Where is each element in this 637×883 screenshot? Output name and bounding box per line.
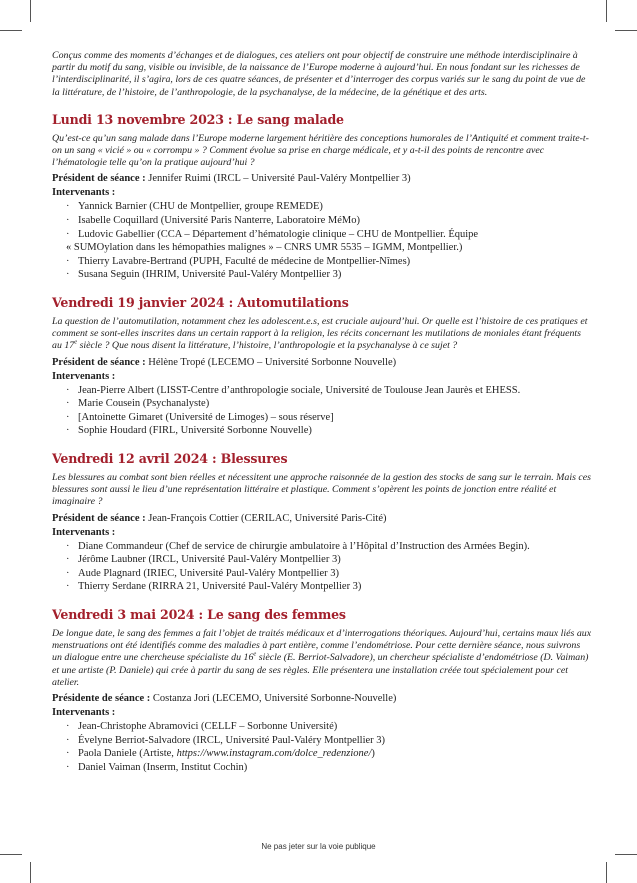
speaker-item: · Yannick Barnier (CHU de Montpellier, groupe REMEDE) <box>66 200 592 214</box>
speakers-list <box>52 540 592 594</box>
intro-paragraph: Conçus comme des moments d’échanges et de dialogues, ces ateliers ont pour objectif de construire une méthode interdisciplinaire à partir du motif du sang, visible ou invisible, de la naissance de l’Europe moderne à aujourd’hui. En nous fondant sur les richesses de l’interdisciplinarité, il s’agira, lors de ces quatre séances, de présenter et d’interroger des corpus variés sur le sang du point de vue de la littérature, de l’histoire, de l’anthropologie, de la psychanalyse, de la médecine, de la génétique et des arts. <box>52 50 586 98</box>
speaker-item: · Jean-Christophe Abramovici (CELLF – Sorbonne Université) <box>66 720 592 734</box>
session-description: La question de l’automutilation, notamment chez les adolescent.e.s, est cruciale aujourd’hui. Or quelle est l’histoire de ces pratiques et comment se sont-elles inscrites dans un certain rapport à la religion, les récits concernant les mutilations de moniales étant fréquents au 17e siècle ? Que nous disent la littérature, l’histoire, l’anthropologie et la psychanalyse à ce sujet ? <box>52 315 588 352</box>
session-title: Vendredi 3 mai 2024 : Le sang des femmes <box>52 606 346 622</box>
session-description: Les blessures au combat sont bien réelles et nécessitent une approche raisonnée de la gestion des stocks de sang sur le terrain. Mais ces blessures sont aussi le lieu d’une représentation littéraire et plastique. Comment s’opèrent les points de jonction entre réalité et imaginaire ? <box>52 471 592 508</box>
speakers-list <box>52 384 592 438</box>
speaker-item: · Diane Commandeur (Chef de service de chirurgie ambulatoire à l’Hôpital d’Instruction des Armées Begin). <box>66 540 592 554</box>
chair-label: Présidente de séance : <box>52 692 151 704</box>
crop-mark <box>615 30 637 31</box>
session-description: De longue date, le sang des femmes a fait l’objet de traités médicaux et d’interrogations théoriques. Aujourd’hui, certains maux liés aux menstruations ont été identifiés comme des maladies à part entière, comme l’endométriose. Pour cette dernière séance, nous suivrons un dialogue entre une chercheuse spécialiste du 16e siècle (E. Berriot-Salvadore), un chercheur spécialiste d’endométriose (D. Vaiman) et une artiste (P. Daniele) qui crée à partir du sang de ses règles. Elle présentera une installation créée tout spécialement pour cet atelier. <box>52 627 592 688</box>
speakers-list <box>52 200 592 282</box>
speaker-item: · Ludovic Gabellier (CCA – Département d’hématologie clinique – CHU de Montpellier. Équipe <box>66 228 592 242</box>
session-1 <box>52 112 592 282</box>
speaker-item: · Thierry Lavabre-Bertrand (PUPH, Faculté de médecine de Montpellier-Nîmes) <box>66 255 592 269</box>
speakers-label: Intervenants : <box>52 706 116 718</box>
crop-mark <box>606 0 607 22</box>
speaker-item-continuation: · « SUMOylation dans les hémopathies malignes » – CNRS UMR 5535 – IGMM, Montpellier.) <box>66 241 592 255</box>
crop-mark <box>30 0 31 22</box>
session-title: Lundi 13 novembre 2023 : Le sang malade <box>52 111 344 127</box>
chair-name: Jean-François Cottier (CERILAC, Université Paris-Cité) <box>148 512 387 524</box>
session-title: Vendredi 12 avril 2024 : Blessures <box>52 450 288 466</box>
footer-note: Ne pas jeter sur la voie publique <box>261 842 376 851</box>
speaker-item: · Susana Seguin (IHRIM, Université Paul-Valéry Montpellier 3) <box>66 268 592 282</box>
speaker-item: · Thierry Serdane (RIRRA 21, Université Paul-Valéry Montpellier 3) <box>66 580 592 594</box>
speaker-item: · Paola Daniele (Artiste, https://www.instagram.com/dolce_redenzione/) <box>66 747 592 761</box>
session-chair <box>52 356 592 369</box>
session-chair <box>52 692 592 705</box>
speaker-item: · Aude Plagnard (IRIEC, Université Paul-Valéry Montpellier 3) <box>66 567 592 581</box>
crop-mark <box>606 862 607 883</box>
crop-mark <box>0 854 22 855</box>
session-description: Qu’est-ce qu’un sang malade dans l’Europe moderne largement héritière des conceptions humorales de l’Antiquité et comment traite-t-on un sang « vicié » ou « corrompu » ? Comment évolue sa prise en charge médicale, et y a-t-il des points de rencontre avec l’hématologie telle qu’on la pratique aujourd’hui ? <box>52 132 589 169</box>
speakers-label: Intervenants : <box>52 187 116 199</box>
crop-mark <box>0 30 22 31</box>
speakers-label: Intervenants : <box>52 370 116 382</box>
speaker-item: · Daniel Vaiman (Inserm, Institut Cochin) <box>66 761 592 775</box>
speaker-item: · [Antoinette Gimaret (Université de Limoges) – sous réserve] <box>66 411 592 425</box>
crop-mark <box>30 862 31 883</box>
session-chair <box>52 512 592 525</box>
speaker-item: · Sophie Houdard (FIRL, Université Sorbonne Nouvelle) <box>66 424 592 438</box>
speakers-label: Intervenants : <box>52 526 116 538</box>
speaker-item: · Jean-Pierre Albert (LISST-Centre d’anthropologie sociale, Université de Toulouse Jean Jaurès et EHESS. <box>66 384 592 398</box>
speaker-item: · Évelyne Berriot-Salvadore (IRCL, Université Paul-Valéry Montpellier 3) <box>66 734 592 748</box>
chair-name: Hélène Tropé (LECEMO – Université Sorbonne Nouvelle) <box>148 356 397 368</box>
chair-label: Président de séance : <box>52 356 146 368</box>
crop-mark <box>615 854 637 855</box>
session-title: Vendredi 19 janvier 2024 : Automutilations <box>52 294 349 310</box>
chair-name: Costanza Jori (LECEMO, Université Sorbonne-Nouvelle) <box>152 692 397 704</box>
speaker-item: · Isabelle Coquillard (Université Paris Nanterre, Laboratoire MéMo) <box>66 214 592 228</box>
speaker-item: · Marie Cousein (Psychanalyste) <box>66 397 592 411</box>
session-4 <box>52 607 592 774</box>
chair-name: Jennifer Ruimi (IRCL – Université Paul-Valéry Montpellier 3) <box>148 173 411 185</box>
speaker-item: · Jérôme Laubner (IRCL, Université Paul-Valéry Montpellier 3) <box>66 553 592 567</box>
document-page <box>52 50 592 774</box>
chair-label: Président de séance : <box>52 512 146 524</box>
instagram-link[interactable]: https://www.instagram.com/dolce_redenzione/ <box>176 748 372 760</box>
session-3 <box>52 451 592 594</box>
speakers-list <box>52 720 592 774</box>
chair-label: Président de séance : <box>52 173 146 185</box>
session-2 <box>52 295 592 438</box>
session-chair <box>52 172 592 185</box>
